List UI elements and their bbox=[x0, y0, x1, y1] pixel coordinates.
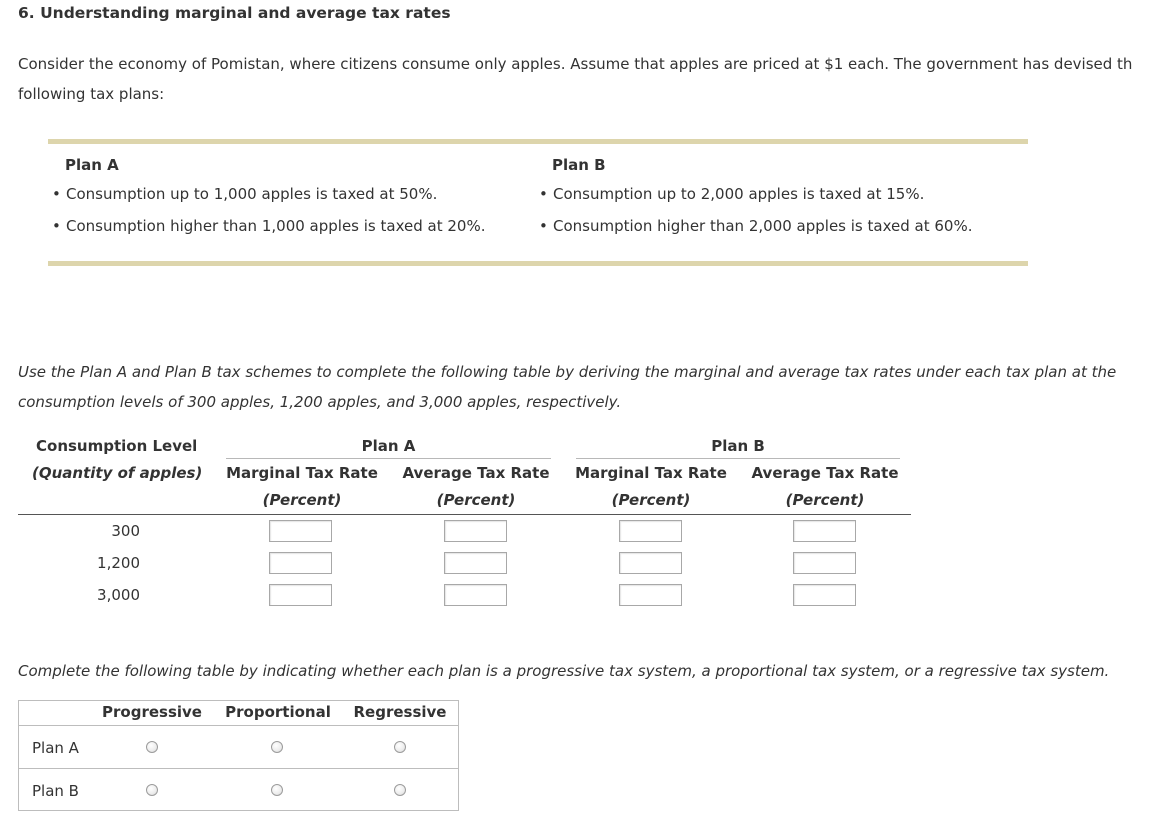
plan-a-marginal-header: Marginal Tax Rate bbox=[226, 464, 378, 482]
plan-b-marginal-input-1200[interactable] bbox=[619, 552, 682, 574]
plan-a-bullet-1: • Consumption up to 1,000 apples is taxed at 50%. bbox=[52, 185, 438, 203]
plan-a-marginal-input-3000[interactable] bbox=[269, 584, 332, 606]
plans-bottom-rule bbox=[48, 261, 1028, 266]
plan-b-average-input-3000[interactable] bbox=[793, 584, 856, 606]
bullet-icon: • bbox=[539, 217, 548, 235]
quantity-3000: 3,000 bbox=[97, 586, 140, 604]
bullet-icon: • bbox=[52, 185, 61, 203]
plan-b-average-input-1200[interactable] bbox=[793, 552, 856, 574]
plan-b-progressive-radio[interactable] bbox=[146, 784, 158, 796]
consumption-level-header: Consumption Level bbox=[36, 437, 198, 455]
rates-table-header-rule bbox=[18, 514, 911, 515]
regressive-header: Regressive bbox=[353, 703, 447, 721]
progressive-header: Progressive bbox=[102, 703, 202, 721]
plan-b-bullet-2: • Consumption higher than 2,000 apples is taxed at 60%. bbox=[539, 217, 973, 235]
plan-b-group-header: Plan B bbox=[711, 437, 765, 455]
system-table-instructions: Complete the following table by indicating whether each plan is a progressive tax system, a proportional tax system, or a regressive tax system. bbox=[18, 662, 1110, 680]
quantity-300: 300 bbox=[111, 522, 140, 540]
plan-b-title: Plan B bbox=[552, 156, 606, 174]
plan-b-average-unit: (Percent) bbox=[785, 491, 865, 509]
plan-a-regressive-radio[interactable] bbox=[394, 741, 406, 753]
plan-b-bullet-1: • Consumption up to 2,000 apples is taxed at 15%. bbox=[539, 185, 925, 203]
intro-text-line1: Consider the economy of Pomistan, where citizens consume only apples. Assume that apples are priced at $1 each. The government has devised th bbox=[18, 55, 1133, 73]
question-heading: 6. Understanding marginal and average tax rates bbox=[18, 4, 451, 22]
plan-a-average-input-3000[interactable] bbox=[444, 584, 507, 606]
plan-a-average-input-1200[interactable] bbox=[444, 552, 507, 574]
plan-a-average-header: Average Tax Rate bbox=[402, 464, 550, 482]
plan-a-progressive-radio[interactable] bbox=[146, 741, 158, 753]
table-instructions-line2: consumption levels of 300 apples, 1,200 apples, and 3,000 apples, respectively. bbox=[18, 393, 622, 411]
system-table-header-rule bbox=[18, 725, 459, 726]
plan-a-marginal-input-1200[interactable] bbox=[269, 552, 332, 574]
plan-b-regressive-radio[interactable] bbox=[394, 784, 406, 796]
plan-b-average-input-300[interactable] bbox=[793, 520, 856, 542]
quantity-of-apples-header: (Quantity of apples) bbox=[32, 464, 203, 482]
plan-b-row-label: Plan B bbox=[32, 782, 79, 800]
bullet-icon: • bbox=[52, 217, 61, 235]
plan-a-proportional-radio[interactable] bbox=[271, 741, 283, 753]
plan-b-proportional-radio[interactable] bbox=[271, 784, 283, 796]
plan-b-group-rule bbox=[576, 458, 900, 459]
plan-b-marginal-input-3000[interactable] bbox=[619, 584, 682, 606]
quantity-1200: 1,200 bbox=[97, 554, 140, 572]
plan-a-group-rule bbox=[226, 458, 551, 459]
plan-a-marginal-input-300[interactable] bbox=[269, 520, 332, 542]
plan-a-average-input-300[interactable] bbox=[444, 520, 507, 542]
table-instructions-line1: Use the Plan A and Plan B tax schemes to complete the following table by deriving the marginal and average tax rates under each tax plan at the bbox=[18, 363, 1117, 381]
plan-b-marginal-input-300[interactable] bbox=[619, 520, 682, 542]
intro-text-line2: following tax plans: bbox=[18, 85, 165, 103]
plan-a-row-label: Plan A bbox=[32, 739, 79, 757]
plan-a-bullet-2: • Consumption higher than 1,000 apples is taxed at 20%. bbox=[52, 217, 486, 235]
plan-a-marginal-unit: (Percent) bbox=[262, 491, 342, 509]
plans-top-rule bbox=[48, 139, 1028, 144]
plan-a-group-header: Plan A bbox=[361, 437, 416, 455]
plan-b-average-header: Average Tax Rate bbox=[751, 464, 899, 482]
bullet-icon: • bbox=[539, 185, 548, 203]
plan-a-title: Plan A bbox=[65, 156, 119, 174]
system-table-row-divider bbox=[18, 768, 459, 769]
plan-a-average-unit: (Percent) bbox=[436, 491, 516, 509]
plan-b-marginal-unit: (Percent) bbox=[611, 491, 691, 509]
plan-b-marginal-header: Marginal Tax Rate bbox=[575, 464, 727, 482]
proportional-header: Proportional bbox=[225, 703, 331, 721]
